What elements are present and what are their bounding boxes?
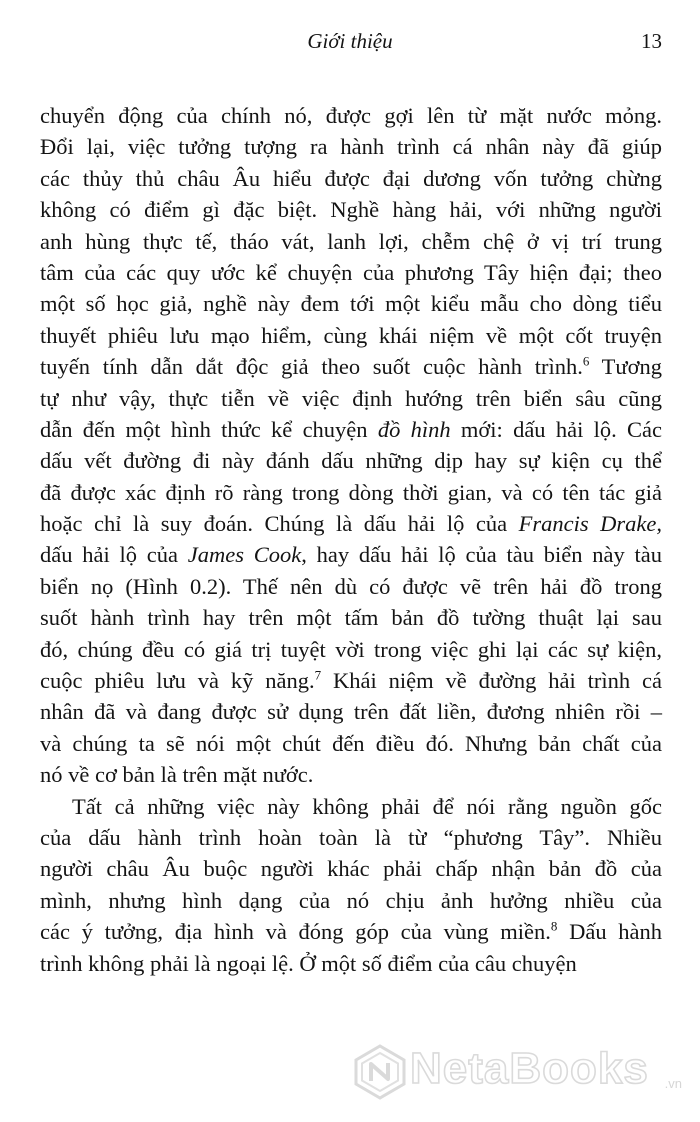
italic-text: Francis Drake, — [518, 511, 662, 537]
text-line — [40, 948, 662, 979]
text-line — [40, 194, 662, 225]
body-text — [40, 100, 662, 979]
text-segment: suốt hành trình hay trên một tấm bản đồ tường thuật lại sau — [40, 605, 662, 631]
text-segment: các ý tưởng, địa hình và đóng góp của vùng miền. — [40, 919, 551, 945]
text-segment: hoặc chỉ là suy đoán. Chúng là dấu hải lộ của — [40, 511, 519, 537]
text-line — [40, 445, 662, 476]
text-line — [40, 759, 662, 790]
text-line — [40, 791, 662, 822]
text-segment: Dấu hành — [557, 919, 662, 945]
text-segment: và chúng ta sẽ nói một chút đến điều đó. Nhưng bản chất của — [40, 730, 662, 756]
text-line — [40, 728, 662, 759]
text-line — [40, 226, 662, 257]
footnote-ref: 6 — [582, 353, 590, 369]
text-segment: một số học giả, nghề này đem tới một kiểu mẫu cho dòng tiểu — [40, 291, 662, 317]
chapter-title: Giới thiệu — [307, 29, 393, 53]
text-segment: không có điểm gì đặc biệt. Nghề hàng hải, với những người — [40, 197, 662, 223]
text-line — [40, 665, 662, 696]
text-line — [40, 383, 662, 414]
text-line — [40, 853, 662, 884]
page-number: 13 — [641, 29, 662, 53]
text-line — [40, 696, 662, 727]
footnote-ref: 8 — [550, 918, 558, 934]
text-segment: Đổi lại, việc tưởng tượng ra hành trình cá nhân này đã giúp — [40, 134, 662, 160]
text-segment: đã được xác định rõ ràng trong dòng thời gian, và có tên tác giả — [40, 479, 662, 505]
footnote-ref: 7 — [314, 667, 322, 683]
text-segment: nhân đã và đang được sử dụng trên đất liền, đương nhiên rồi – — [40, 699, 662, 725]
text-line — [40, 414, 662, 445]
netabooks-logo-icon — [352, 1044, 408, 1100]
text-line — [40, 163, 662, 194]
text-line — [40, 320, 662, 351]
text-line — [40, 885, 662, 916]
text-segment: người châu Âu buộc người khác phải chấp nhận bản đồ của — [40, 856, 662, 882]
text-segment: biển nọ (Hình 0.2). Thế nên dù có được vẽ trên hải đồ trong — [40, 573, 662, 599]
text-line — [40, 916, 662, 947]
text-segment: , hay dấu hải lộ của tàu biển này tàu — [301, 542, 662, 568]
text-segment: dấu hải lộ của — [40, 542, 188, 568]
text-line — [40, 822, 662, 853]
text-segment: trình không phải là ngoại lệ. Ở một số điểm của câu chuyện — [40, 950, 577, 976]
text-segment: tâm của các quy ước kể chuyện của phương Tây hiện đại; theo — [40, 259, 662, 285]
text-segment: dẫn đến một hình thức kể chuyện — [40, 416, 378, 442]
text-line — [40, 131, 662, 162]
watermark-suffix: .vn — [664, 1076, 682, 1091]
text-segment: Khái niệm về đường hải trình cá — [321, 668, 662, 694]
text-segment: tuyến tính dẫn dắt độc giả theo suốt cuộc hành trình. — [40, 354, 583, 380]
text-line — [40, 539, 662, 570]
text-line — [40, 100, 662, 131]
text-line — [40, 571, 662, 602]
running-header — [0, 26, 700, 56]
text-segment: của dấu hành trình hoàn toàn là từ “phương Tây”. Nhiều — [40, 824, 662, 850]
text-segment: nó về cơ bản là trên mặt nước. — [40, 762, 314, 788]
italic-text: James Cook — [187, 542, 302, 568]
text-segment: thuyết phiêu lưu mạo hiểm, cùng khái niệm về một cốt truyện — [40, 322, 662, 348]
text-line — [40, 351, 662, 382]
paragraph-1 — [40, 100, 662, 791]
text-segment: Tất cả những việc này không phải để nói rằng nguồn gốc — [72, 793, 662, 819]
paragraph-2 — [40, 791, 662, 979]
text-line — [40, 477, 662, 508]
text-line — [40, 257, 662, 288]
text-segment: tự như vậy, thực tiễn về việc định hướng trên biển sâu cũng — [40, 385, 662, 411]
text-segment: chuyển động của chính nó, được gợi lên từ mặt nước mỏng. — [40, 103, 662, 128]
text-segment: dấu vết đường đi này đánh dấu những dịp hay sự kiện cụ thể — [40, 448, 662, 474]
text-segment: mình, nhưng hình dạng của nó chịu ảnh hưởng nhiều của — [40, 887, 662, 913]
text-segment: đó, chúng đều có giá trị tuyệt vời trong việc ghi lại các sự kiện, — [40, 636, 662, 662]
text-segment: cuộc phiêu lưu và kỹ năng. — [40, 668, 315, 694]
text-segment: các thủy thủ châu Âu hiểu được đại dương vốn tưởng chừng — [40, 165, 662, 191]
watermark-brand: NetaBooks — [410, 1044, 649, 1093]
text-segment: Tương — [589, 354, 663, 380]
text-line — [40, 602, 662, 633]
netabooks-watermark — [352, 1038, 682, 1108]
italic-text: đồ hình — [377, 416, 451, 442]
text-segment: anh hùng thực tế, tháo vát, lanh lợi, chễm chệ ở vị trí trung — [40, 228, 662, 254]
text-line — [40, 634, 662, 665]
text-segment: mới: dấu hải lộ. Các — [450, 416, 662, 442]
text-line — [40, 508, 662, 539]
text-line — [40, 288, 662, 319]
